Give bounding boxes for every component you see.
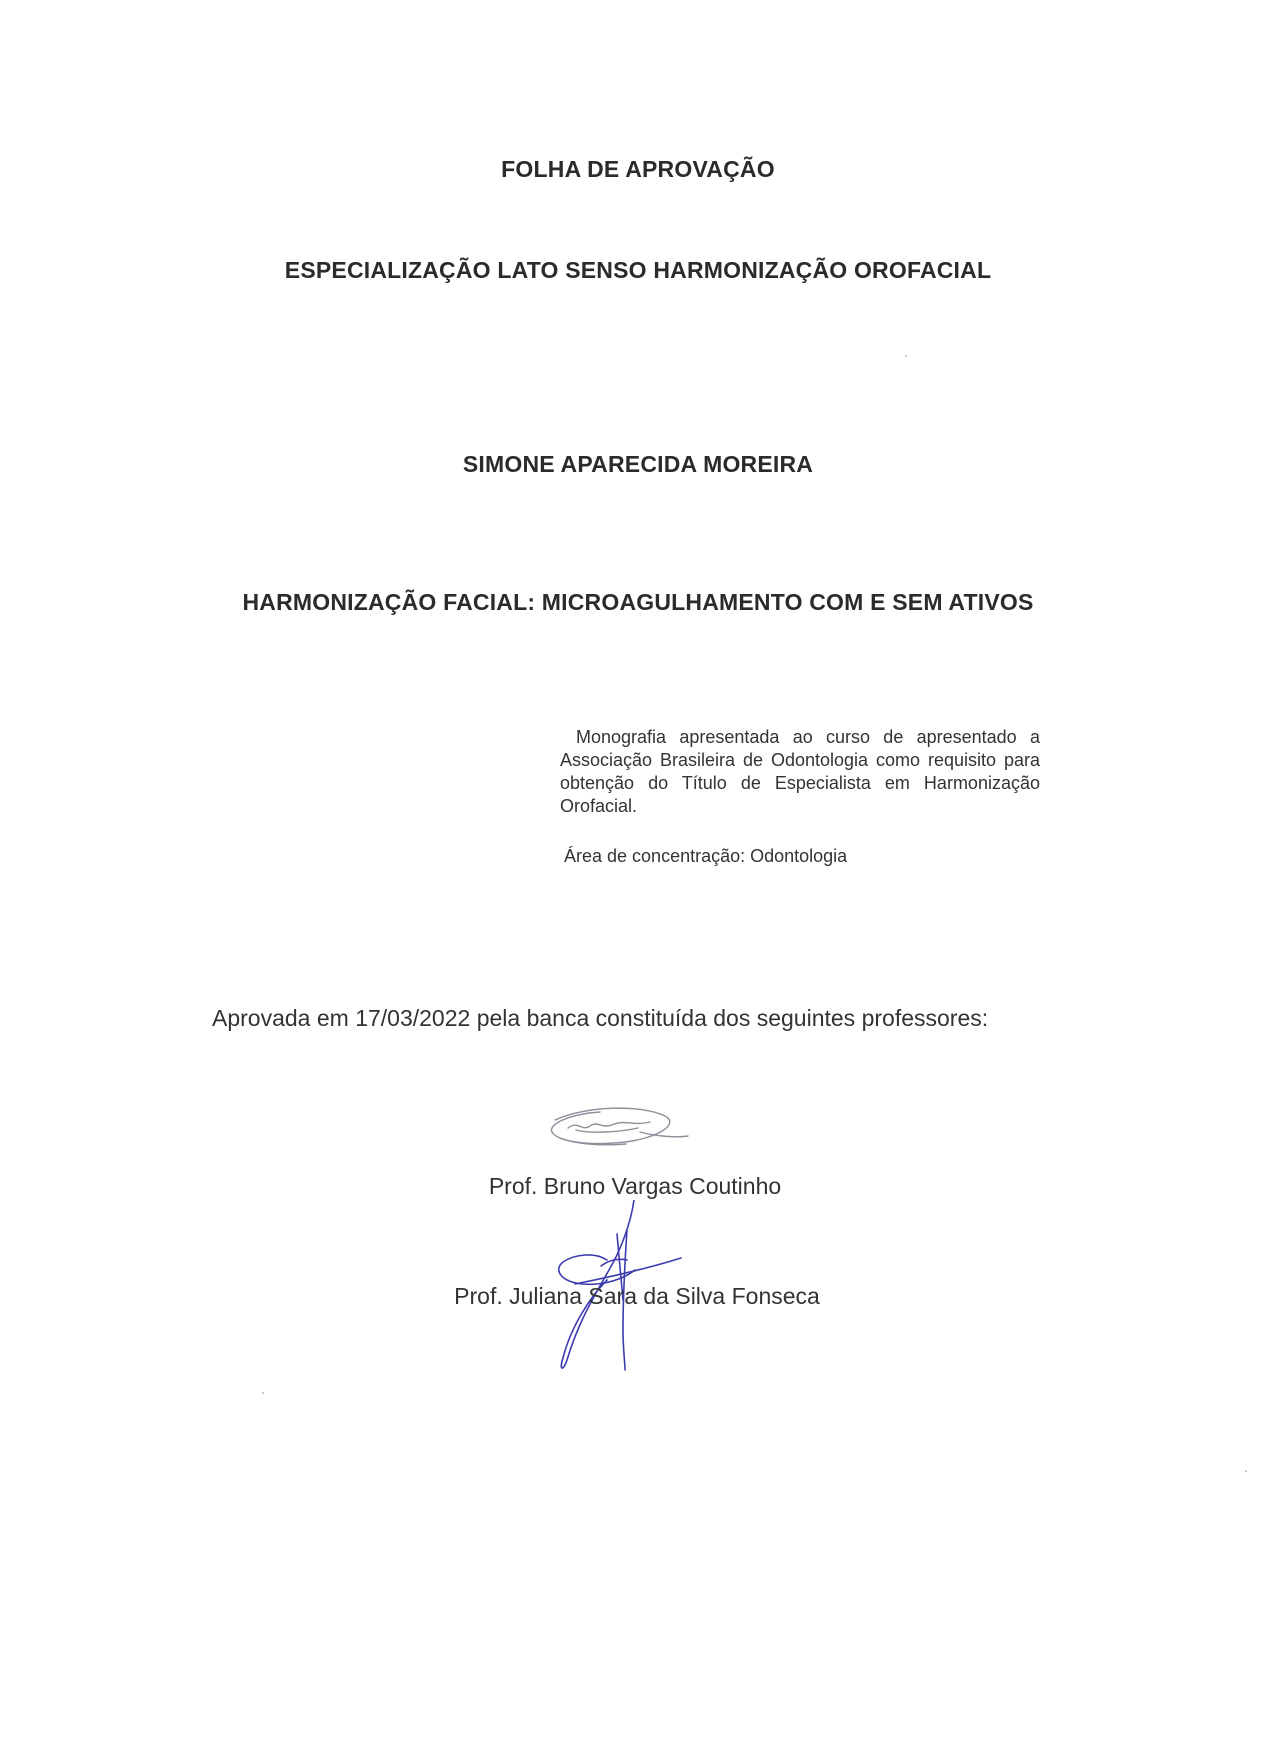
page-title: FOLHA DE APROVAÇÃO [501, 156, 775, 182]
examiner-name: Prof. Bruno Vargas Coutinho [488, 1173, 782, 1199]
scan-speck [1245, 1470, 1247, 1472]
thesis-title: HARMONIZAÇÃO FACIAL: MICROAGULHAMENTO COM E SEM ATIVOS [242, 589, 1034, 615]
abstract-text: Monografia apresentada ao curso de apresentado a Associação Brasileira de Odontologia como requisito para obtenção do Título de Especialista em Harmonização Orofacial. [560, 727, 1040, 816]
scan-speck [262, 1392, 264, 1394]
examiner-name: Prof. Juliana Sara da Silva Fonseca [454, 1283, 820, 1309]
author-name: SIMONE APARECIDA MOREIRA [462, 451, 814, 477]
abstract-block [560, 726, 1040, 818]
concentration-area: Área de concentração: Odontologia [564, 846, 848, 866]
approval-statement: Aprovada em 17/03/2022 pela banca constituída dos seguintes professores: [212, 1005, 989, 1031]
course-name: ESPECIALIZAÇÃO LATO SENSO HARMONIZAÇÃO OROFACIAL [284, 257, 992, 283]
signature-bruno-vargas-coutinho [530, 1098, 700, 1168]
scan-speck [905, 355, 907, 357]
